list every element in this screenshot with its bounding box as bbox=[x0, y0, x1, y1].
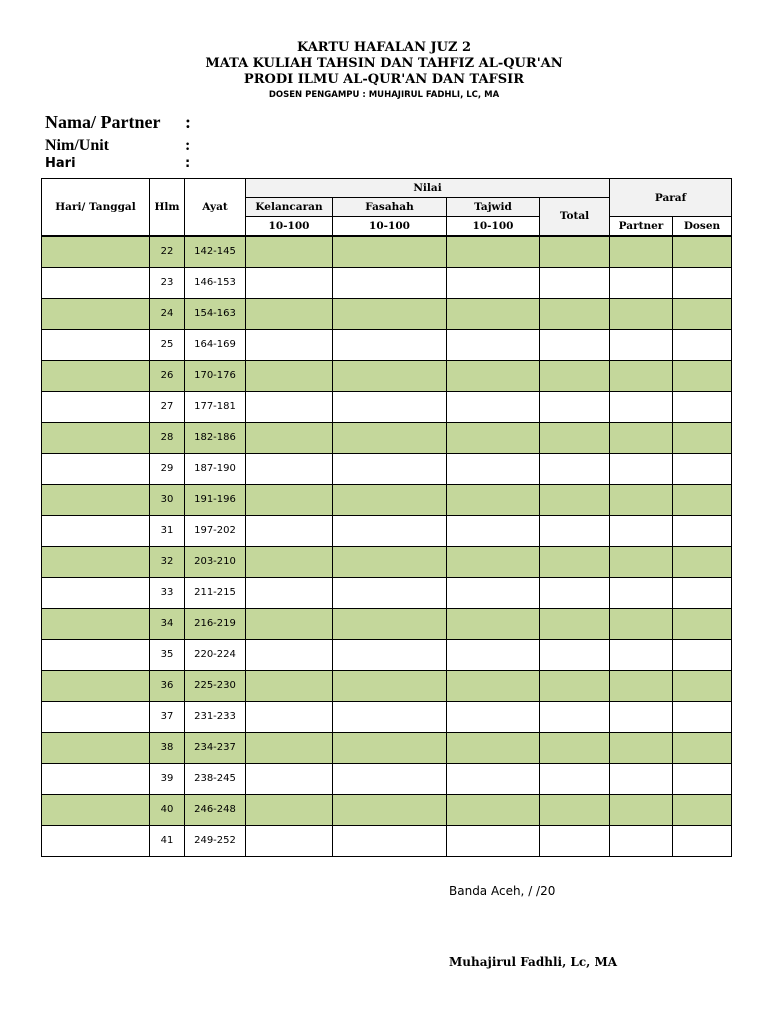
cell-tajwid[interactable] bbox=[447, 391, 540, 422]
cell-hlm: 35 bbox=[150, 639, 185, 670]
cell-hlm: 38 bbox=[150, 732, 185, 763]
cell-ayat: 211-215 bbox=[185, 577, 246, 608]
cell-dosen[interactable] bbox=[673, 701, 732, 732]
cell-total[interactable] bbox=[540, 825, 610, 856]
table-row bbox=[42, 453, 732, 484]
cell-dosen[interactable] bbox=[673, 236, 732, 268]
cell-ayat: 170-176 bbox=[185, 360, 246, 391]
table-row bbox=[42, 298, 732, 329]
header-partner: Partner bbox=[610, 217, 673, 236]
table-row bbox=[42, 639, 732, 670]
cell-total[interactable] bbox=[540, 794, 610, 825]
cell-total[interactable] bbox=[540, 546, 610, 577]
document-header bbox=[0, 40, 768, 102]
cell-hlm: 34 bbox=[150, 608, 185, 639]
table-row bbox=[42, 608, 732, 639]
cell-total[interactable] bbox=[540, 391, 610, 422]
cell-ayat: 191-196 bbox=[185, 484, 246, 515]
cell-dosen[interactable] bbox=[673, 422, 732, 453]
cell-dosen[interactable] bbox=[673, 515, 732, 546]
cell-tajwid[interactable] bbox=[447, 515, 540, 546]
table-row bbox=[42, 825, 732, 856]
cell-kelancaran[interactable] bbox=[246, 422, 333, 453]
cell-hari-tanggal[interactable] bbox=[42, 298, 150, 329]
header-total: Total bbox=[540, 198, 610, 236]
nim-unit-label: Nim/Unit bbox=[45, 137, 109, 154]
cell-fasahah[interactable] bbox=[333, 422, 447, 453]
cell-tajwid[interactable] bbox=[447, 329, 540, 360]
cell-tajwid[interactable] bbox=[447, 546, 540, 577]
cell-kelancaran[interactable] bbox=[246, 484, 333, 515]
cell-hari-tanggal[interactable] bbox=[42, 732, 150, 763]
cell-ayat: 142-145 bbox=[185, 236, 246, 268]
table-row bbox=[42, 360, 732, 391]
cell-total[interactable] bbox=[540, 608, 610, 639]
cell-kelancaran[interactable] bbox=[246, 670, 333, 701]
cell-hlm: 26 bbox=[150, 360, 185, 391]
table-row bbox=[42, 701, 732, 732]
cell-total[interactable] bbox=[540, 484, 610, 515]
cell-hlm: 37 bbox=[150, 701, 185, 732]
cell-partner[interactable] bbox=[610, 453, 673, 484]
cell-hari-tanggal[interactable] bbox=[42, 236, 150, 268]
cell-kelancaran[interactable] bbox=[246, 794, 333, 825]
cell-hlm: 25 bbox=[150, 329, 185, 360]
cell-ayat: 164-169 bbox=[185, 329, 246, 360]
cell-tajwid[interactable] bbox=[447, 577, 540, 608]
table-row bbox=[42, 236, 732, 268]
cell-total[interactable] bbox=[540, 670, 610, 701]
cell-dosen[interactable] bbox=[673, 608, 732, 639]
program-title: PRODI ILMU AL-QUR'AN DAN TAFSIR bbox=[243, 72, 525, 87]
cell-dosen[interactable] bbox=[673, 391, 732, 422]
cell-hlm: 32 bbox=[150, 546, 185, 577]
cell-hlm: 28 bbox=[150, 422, 185, 453]
cell-partner[interactable] bbox=[610, 763, 673, 794]
cell-ayat: 197-202 bbox=[185, 515, 246, 546]
cell-ayat: 187-190 bbox=[185, 453, 246, 484]
cell-fasahah[interactable] bbox=[333, 639, 447, 670]
cell-partner[interactable] bbox=[610, 267, 673, 298]
cell-tajwid[interactable] bbox=[447, 670, 540, 701]
cell-total[interactable] bbox=[540, 236, 610, 268]
cell-tajwid[interactable] bbox=[447, 298, 540, 329]
nim-colon: : bbox=[185, 137, 191, 154]
cell-tajwid[interactable] bbox=[447, 267, 540, 298]
hari-colon: : bbox=[185, 156, 191, 171]
cell-fasahah[interactable] bbox=[333, 763, 447, 794]
cell-ayat: 154-163 bbox=[185, 298, 246, 329]
cell-fasahah[interactable] bbox=[333, 391, 447, 422]
cell-hlm: 39 bbox=[150, 763, 185, 794]
cell-kelancaran[interactable] bbox=[246, 236, 333, 268]
cell-dosen[interactable] bbox=[673, 360, 732, 391]
cell-hari-tanggal[interactable] bbox=[42, 391, 150, 422]
header-hlm: Hlm bbox=[150, 179, 185, 236]
range-tajwid: 10-100 bbox=[447, 217, 540, 236]
cell-partner[interactable] bbox=[610, 701, 673, 732]
cell-kelancaran[interactable] bbox=[246, 639, 333, 670]
cell-hari-tanggal[interactable] bbox=[42, 577, 150, 608]
cell-kelancaran[interactable] bbox=[246, 267, 333, 298]
table-row bbox=[42, 391, 732, 422]
cell-hlm: 33 bbox=[150, 577, 185, 608]
cell-total[interactable] bbox=[540, 577, 610, 608]
cell-fasahah[interactable] bbox=[333, 267, 447, 298]
place-date: Banda Aceh, / /20 bbox=[449, 884, 556, 898]
cell-partner[interactable] bbox=[610, 515, 673, 546]
cell-hari-tanggal[interactable] bbox=[42, 546, 150, 577]
nim-unit-field bbox=[45, 137, 191, 155]
table-row bbox=[42, 515, 732, 546]
cell-hari-tanggal[interactable] bbox=[42, 825, 150, 856]
cell-hlm: 23 bbox=[150, 267, 185, 298]
table-row bbox=[42, 794, 732, 825]
cell-hlm: 36 bbox=[150, 670, 185, 701]
cell-fasahah[interactable] bbox=[333, 794, 447, 825]
cell-kelancaran[interactable] bbox=[246, 360, 333, 391]
header-nilai: Nilai bbox=[246, 179, 610, 198]
nama-partner-label: Nama/ Partner bbox=[45, 112, 161, 132]
cell-ayat: 234-237 bbox=[185, 732, 246, 763]
cell-fasahah[interactable] bbox=[333, 515, 447, 546]
table-row bbox=[42, 546, 732, 577]
cell-hlm: 40 bbox=[150, 794, 185, 825]
cell-hlm: 41 bbox=[150, 825, 185, 856]
cell-tajwid[interactable] bbox=[447, 732, 540, 763]
cell-kelancaran[interactable] bbox=[246, 391, 333, 422]
cell-hari-tanggal[interactable] bbox=[42, 608, 150, 639]
cell-kelancaran[interactable] bbox=[246, 515, 333, 546]
cell-dosen[interactable] bbox=[673, 825, 732, 856]
cell-fasahah[interactable] bbox=[333, 453, 447, 484]
cell-kelancaran[interactable] bbox=[246, 701, 333, 732]
cell-hlm: 29 bbox=[150, 453, 185, 484]
header-ayat: Ayat bbox=[185, 179, 246, 236]
cell-fasahah[interactable] bbox=[333, 608, 447, 639]
cell-partner[interactable] bbox=[610, 484, 673, 515]
cell-ayat: 225-230 bbox=[185, 670, 246, 701]
cell-total[interactable] bbox=[540, 639, 610, 670]
cell-hari-tanggal[interactable] bbox=[42, 484, 150, 515]
cell-fasahah[interactable] bbox=[333, 577, 447, 608]
cell-partner[interactable] bbox=[610, 670, 673, 701]
cell-total[interactable] bbox=[540, 422, 610, 453]
table-row bbox=[42, 732, 732, 763]
cell-fasahah[interactable] bbox=[333, 825, 447, 856]
cell-total[interactable] bbox=[540, 267, 610, 298]
lecturer-line: DOSEN PENGAMPU : MUHAJIRUL FADHLI, LC, MA bbox=[268, 90, 500, 100]
cell-tajwid[interactable] bbox=[447, 639, 540, 670]
cell-kelancaran[interactable] bbox=[246, 329, 333, 360]
cell-tajwid[interactable] bbox=[447, 484, 540, 515]
cell-partner[interactable] bbox=[610, 236, 673, 268]
cell-partner[interactable] bbox=[610, 608, 673, 639]
cell-tajwid[interactable] bbox=[447, 825, 540, 856]
signatory-name: Muhajirul Fadhli, Lc, MA bbox=[449, 955, 618, 969]
cell-hari-tanggal[interactable] bbox=[42, 329, 150, 360]
table-row bbox=[42, 267, 732, 298]
cell-dosen[interactable] bbox=[673, 763, 732, 794]
cell-partner[interactable] bbox=[610, 422, 673, 453]
cell-hari-tanggal[interactable] bbox=[42, 763, 150, 794]
cell-dosen[interactable] bbox=[673, 670, 732, 701]
cell-hlm: 31 bbox=[150, 515, 185, 546]
cell-ayat: 146-153 bbox=[185, 267, 246, 298]
cell-dosen[interactable] bbox=[673, 732, 732, 763]
cell-tajwid[interactable] bbox=[447, 608, 540, 639]
cell-hari-tanggal[interactable] bbox=[42, 701, 150, 732]
cell-ayat: 216-219 bbox=[185, 608, 246, 639]
cell-fasahah[interactable] bbox=[333, 670, 447, 701]
cell-dosen[interactable] bbox=[673, 794, 732, 825]
cell-fasahah[interactable] bbox=[333, 360, 447, 391]
cell-hari-tanggal[interactable] bbox=[42, 360, 150, 391]
table-row bbox=[42, 422, 732, 453]
cell-kelancaran[interactable] bbox=[246, 453, 333, 484]
cell-hari-tanggal[interactable] bbox=[42, 267, 150, 298]
cell-fasahah[interactable] bbox=[333, 546, 447, 577]
cell-total[interactable] bbox=[540, 329, 610, 360]
cell-hari-tanggal[interactable] bbox=[42, 422, 150, 453]
cell-dosen[interactable] bbox=[673, 577, 732, 608]
cell-total[interactable] bbox=[540, 515, 610, 546]
cell-total[interactable] bbox=[540, 701, 610, 732]
cell-dosen[interactable] bbox=[673, 329, 732, 360]
cell-tajwid[interactable] bbox=[447, 763, 540, 794]
cell-hlm: 24 bbox=[150, 298, 185, 329]
table-row bbox=[42, 763, 732, 794]
cell-hari-tanggal[interactable] bbox=[42, 794, 150, 825]
cell-kelancaran[interactable] bbox=[246, 825, 333, 856]
cell-dosen[interactable] bbox=[673, 453, 732, 484]
cell-partner[interactable] bbox=[610, 391, 673, 422]
cell-partner[interactable] bbox=[610, 794, 673, 825]
table-row bbox=[42, 577, 732, 608]
cell-kelancaran[interactable] bbox=[246, 298, 333, 329]
cell-partner[interactable] bbox=[610, 298, 673, 329]
cell-partner[interactable] bbox=[610, 639, 673, 670]
header-fasahah: Fasahah bbox=[333, 198, 447, 217]
cell-dosen[interactable] bbox=[673, 639, 732, 670]
cell-tajwid[interactable] bbox=[447, 422, 540, 453]
nama-colon: : bbox=[185, 112, 191, 132]
header-tajwid: Tajwid bbox=[447, 198, 540, 217]
cell-kelancaran[interactable] bbox=[246, 732, 333, 763]
cell-ayat: 182-186 bbox=[185, 422, 246, 453]
cell-total[interactable] bbox=[540, 732, 610, 763]
table-row bbox=[42, 329, 732, 360]
course-title: MATA KULIAH TAHSIN DAN TAHFIZ AL-QUR'AN bbox=[205, 56, 563, 71]
cell-total[interactable] bbox=[540, 763, 610, 794]
cell-ayat: 238-245 bbox=[185, 763, 246, 794]
cell-hari-tanggal[interactable] bbox=[42, 515, 150, 546]
card-title: KARTU HAFALAN JUZ 2 bbox=[296, 40, 472, 55]
cell-partner[interactable] bbox=[610, 360, 673, 391]
cell-dosen[interactable] bbox=[673, 484, 732, 515]
hari-field bbox=[45, 156, 191, 171]
table-body bbox=[42, 236, 732, 857]
cell-ayat: 231-233 bbox=[185, 701, 246, 732]
nama-partner-field bbox=[45, 112, 191, 133]
cell-dosen[interactable] bbox=[673, 267, 732, 298]
cell-tajwid[interactable] bbox=[447, 453, 540, 484]
table-row bbox=[42, 670, 732, 701]
cell-dosen[interactable] bbox=[673, 546, 732, 577]
cell-kelancaran[interactable] bbox=[246, 546, 333, 577]
header-kelancaran: Kelancaran bbox=[246, 198, 333, 217]
cell-dosen[interactable] bbox=[673, 298, 732, 329]
cell-total[interactable] bbox=[540, 298, 610, 329]
cell-hlm: 27 bbox=[150, 391, 185, 422]
cell-ayat: 177-181 bbox=[185, 391, 246, 422]
header-dosen: Dosen bbox=[673, 217, 732, 236]
cell-hlm: 30 bbox=[150, 484, 185, 515]
cell-tajwid[interactable] bbox=[447, 701, 540, 732]
cell-fasahah[interactable] bbox=[333, 732, 447, 763]
cell-partner[interactable] bbox=[610, 329, 673, 360]
cell-partner[interactable] bbox=[610, 546, 673, 577]
range-kelancaran: 10-100 bbox=[246, 217, 333, 236]
hari-label: Hari bbox=[45, 156, 76, 171]
cell-total[interactable] bbox=[540, 360, 610, 391]
cell-tajwid[interactable] bbox=[447, 360, 540, 391]
cell-fasahah[interactable] bbox=[333, 236, 447, 268]
cell-kelancaran[interactable] bbox=[246, 577, 333, 608]
cell-fasahah[interactable] bbox=[333, 484, 447, 515]
cell-total[interactable] bbox=[540, 453, 610, 484]
cell-ayat: 246-248 bbox=[185, 794, 246, 825]
cell-hari-tanggal[interactable] bbox=[42, 453, 150, 484]
cell-partner[interactable] bbox=[610, 577, 673, 608]
cell-partner[interactable] bbox=[610, 825, 673, 856]
cell-fasahah[interactable] bbox=[333, 701, 447, 732]
cell-tajwid[interactable] bbox=[447, 794, 540, 825]
memorization-table bbox=[41, 178, 732, 857]
cell-kelancaran[interactable] bbox=[246, 763, 333, 794]
header-hari-tanggal: Hari/ Tanggal bbox=[42, 179, 150, 236]
table-row bbox=[42, 484, 732, 515]
cell-ayat: 249-252 bbox=[185, 825, 246, 856]
cell-hari-tanggal[interactable] bbox=[42, 670, 150, 701]
cell-ayat: 203-210 bbox=[185, 546, 246, 577]
header-paraf: Paraf bbox=[610, 179, 732, 217]
cell-hari-tanggal[interactable] bbox=[42, 639, 150, 670]
cell-fasahah[interactable] bbox=[333, 329, 447, 360]
cell-tajwid[interactable] bbox=[447, 236, 540, 268]
cell-ayat: 220-224 bbox=[185, 639, 246, 670]
cell-hlm: 22 bbox=[150, 236, 185, 268]
cell-partner[interactable] bbox=[610, 732, 673, 763]
cell-kelancaran[interactable] bbox=[246, 608, 333, 639]
cell-fasahah[interactable] bbox=[333, 298, 447, 329]
range-fasahah: 10-100 bbox=[333, 217, 447, 236]
